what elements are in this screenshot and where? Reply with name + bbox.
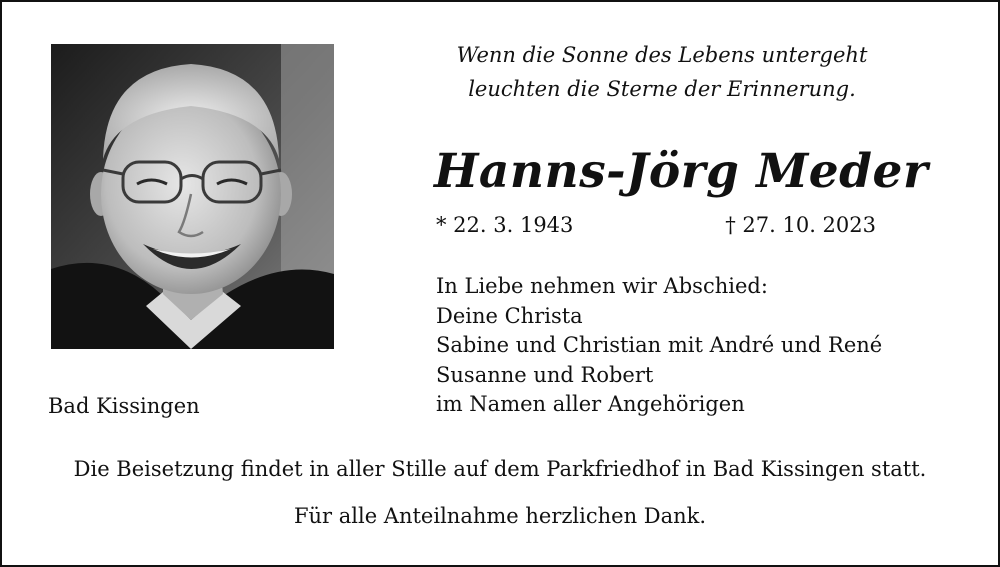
mourners-list bbox=[436, 272, 882, 420]
quote-line: leuchten die Sterne der Erinnerung. bbox=[468, 77, 856, 101]
deceased-name: Hanns-Jörg Meder bbox=[434, 144, 929, 199]
birth-date: * 22. 3. 1943 bbox=[436, 213, 574, 237]
quote-line: Wenn die Sonne des Lebens untergeht bbox=[456, 43, 868, 67]
burial-notice: Die Beisetzung findet in aller Stille auf dem Parkfriedhof in Bad Kissingen statt. bbox=[73, 457, 927, 481]
thanks-line: Für alle Anteilnahme herzlichen Dank. bbox=[293, 504, 707, 528]
mourners-line: Deine Christa bbox=[436, 303, 583, 328]
mourners-line: Susanne und Robert bbox=[436, 362, 654, 387]
portrait-photo bbox=[51, 44, 334, 349]
death-date: † 27. 10. 2023 bbox=[725, 213, 876, 237]
memorial-quote bbox=[402, 38, 922, 106]
mourners-line: im Namen aller Angehörigen bbox=[436, 392, 745, 416]
mourners-line: Sabine und Christian mit André und René bbox=[436, 333, 883, 357]
place-name: Bad Kissingen bbox=[48, 394, 200, 418]
mourners-line: In Liebe nehmen wir Abschied: bbox=[436, 274, 768, 298]
